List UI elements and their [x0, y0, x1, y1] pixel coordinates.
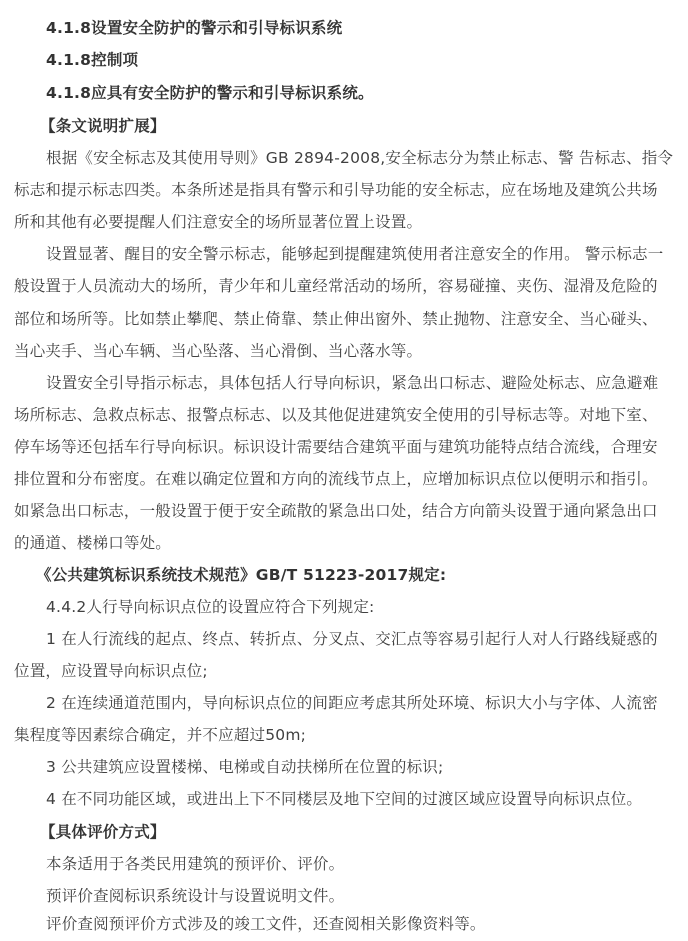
- paragraph-line: 标志和提示标志四类。本条所述是指具有警示和引导功能的安全标志，应在场地及建筑公共场: [14, 181, 658, 199]
- paragraph-line: 设置显著、醒目的安全警示标志，能够起到提醒建筑使用者注意安全的作用。 警示标志一: [46, 245, 664, 263]
- clause-line: 位置，应设置导向标识点位;: [14, 662, 208, 680]
- subsection-heading: 4.1.8控制项: [46, 51, 139, 69]
- clause-line: 1 在人行流线的起点、终点、转折点、分叉点、交汇点等容易引起行人对人行路线疑惑的: [46, 630, 658, 648]
- requirement-heading: 4.1.8应具有安全防护的警示和引导标识系统。: [46, 84, 374, 102]
- paragraph-line: 停车场等还包括车行导向标识。标识设计需要结合建筑平面与建筑功能特点结合流线，合理安: [14, 438, 658, 456]
- paragraph-line: 如紧急出口标志，一般设置于便于安全疏散的紧急出口处，结合方向箭头设置于通向紧急出口: [14, 502, 658, 520]
- paragraph-line: 当心夹手、当心车辆、当心坠落、当心滑倒、当心落水等。: [14, 342, 423, 360]
- evaluation-line: 评价查阅预评价方式涉及的竣工文件，还查阅相关影像资料等。: [46, 915, 486, 933]
- evaluation-line: 预评价查阅标识系统设计与设置说明文件。: [46, 887, 345, 905]
- paragraph-line: 所和其他有必要提醒人们注意安全的场所显著位置上设置。: [14, 213, 423, 231]
- paragraph-line: 根据《安全标志及其使用导则》GB 2894-2008,安全标志分为禁止标志、警 告标志、指令: [46, 149, 674, 167]
- evaluation-line: 本条适用于各类民用建筑的预评价、评价。: [46, 855, 345, 873]
- clause-line: 2 在连续通道范围内，导向标识点位的间距应考虑其所处环境、标识大小与字体、人流密: [46, 694, 658, 712]
- paragraph-line: 般设置于人员流动大的场所，青少年和儿童经常活动的场所，容易碰撞、夹伤、湿滑及危险的: [14, 277, 658, 295]
- standard-citation-heading: 《公共建筑标识系统技术规范》GB/T 51223-2017规定:: [36, 566, 447, 584]
- paragraph-line: 部位和场所等。比如禁止攀爬、禁止倚靠、禁止伸出窗外、禁止抛物、注意安全、当心碰头、: [14, 310, 658, 328]
- clause-line: 集程度等因素综合确定，并不应超过50m;: [14, 726, 307, 744]
- paragraph-line: 排位置和分布密度。在难以确定位置和方向的流线节点上，应增加标识点位以便明示和指引。: [14, 470, 658, 488]
- section-heading: 4.1.8设置安全防护的警示和引导标识系统: [46, 19, 343, 37]
- clause-line: 3 公共建筑应设置楼梯、电梯或自动扶梯所在位置的标识;: [46, 758, 444, 776]
- paragraph-line: 的通道、楼梯口等处。: [14, 534, 172, 552]
- paragraph-line: 设置安全引导指示标志，具体包括人行导向标识，紧急出口标志、避险处标志、应急避难: [46, 374, 659, 392]
- clause-line: 4 在不同功能区域，或进出上下不同楼层及地下空间的过渡区域应设置导向标识点位。: [46, 790, 643, 808]
- clause-line: 4.4.2人行导向标识点位的设置应符合下列规定:: [46, 598, 375, 616]
- evaluation-heading: 【具体评价方式】: [40, 823, 166, 841]
- explanation-heading: 【条文说明扩展】: [40, 117, 166, 135]
- paragraph-line: 场所标志、急救点标志、报警点标志、以及其他促进建筑安全使用的引导标志等。对地下室、: [14, 406, 658, 424]
